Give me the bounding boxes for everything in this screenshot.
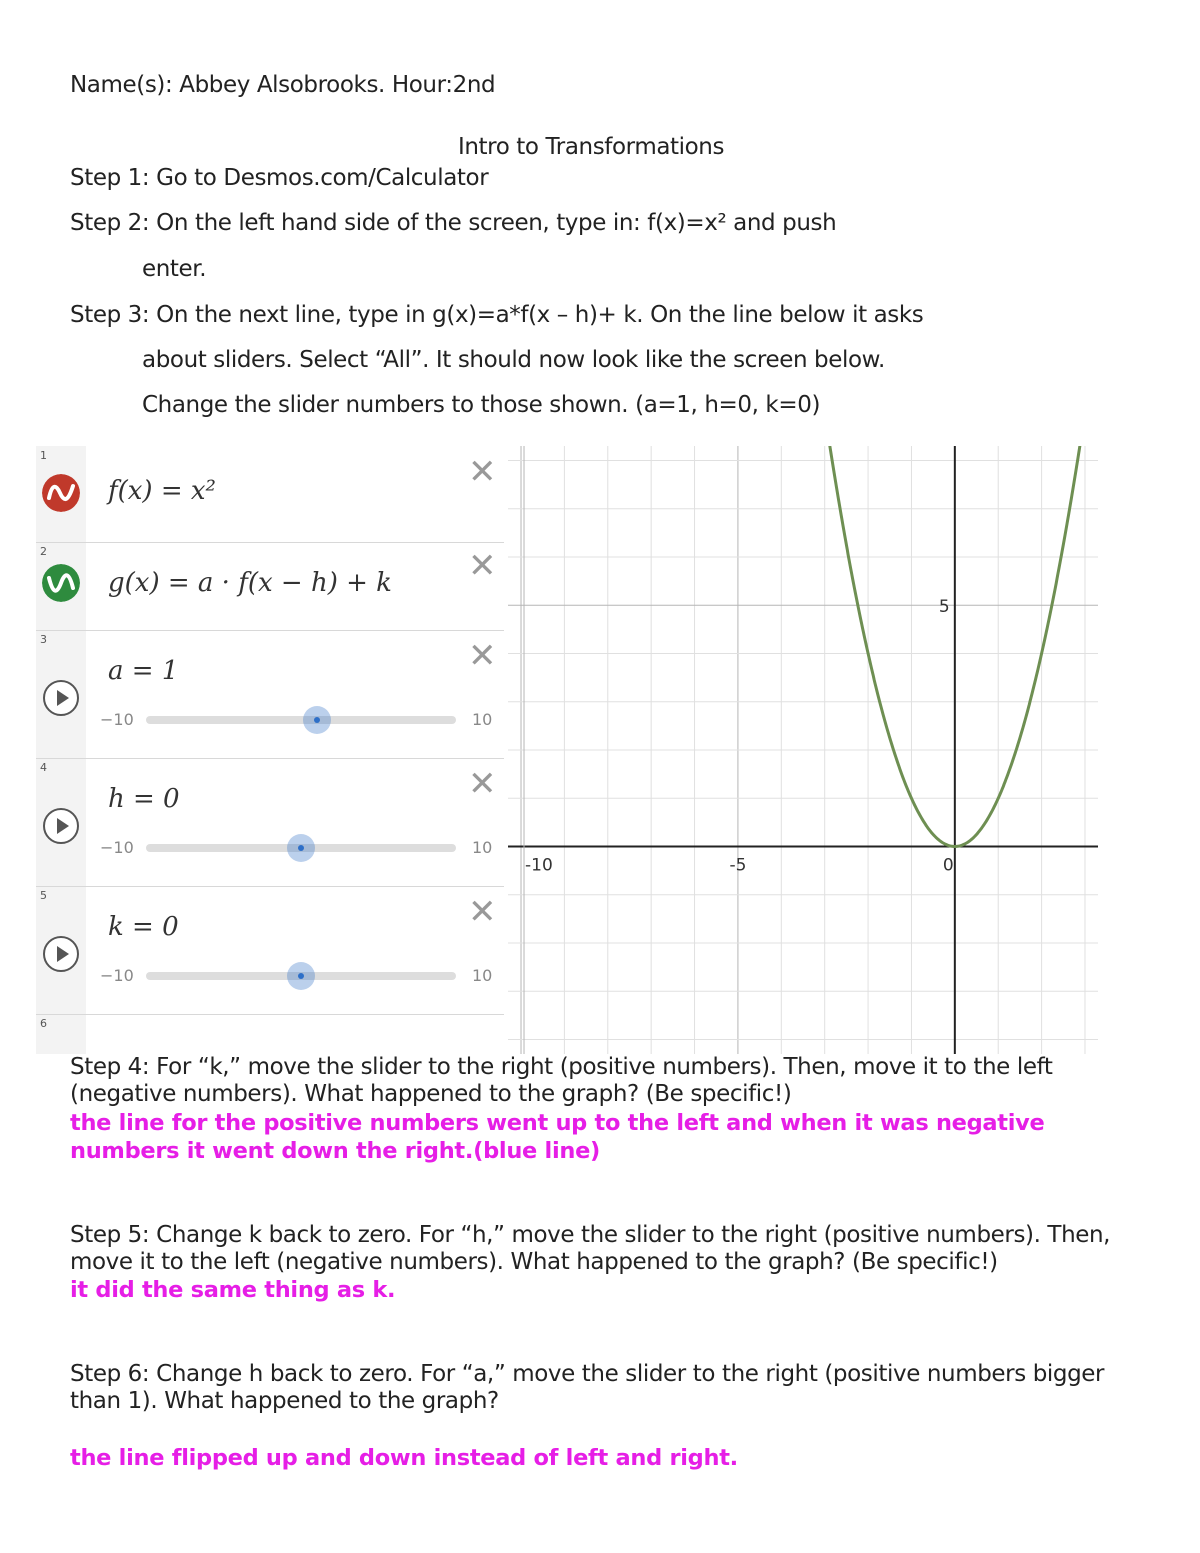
empty-expression-row[interactable] <box>36 1014 504 1054</box>
slider-max: 10 <box>472 838 493 857</box>
row-number: 2 <box>40 545 47 558</box>
step6-text: Step 6: Change h back to zero. For “a,” move the slider to the right (positive numbers bigger than 1). What happened to the graph? <box>70 1361 1105 1414</box>
row-number: 3 <box>40 633 47 646</box>
step5-text: Step 5: Change k back to zero. For “h,” move the slider to the right (positive numbers). Then, move it to the left (negative numbers). What happened to the graph? (Be specific!) <box>70 1222 1111 1275</box>
expression-g[interactable]: g(x) = a · f(x − h) + k <box>108 568 392 598</box>
play-icon[interactable] <box>43 808 79 844</box>
slider-min: −10 <box>100 838 134 857</box>
name-line: Name(s): Abbey Alsobrooks. Hour:2nd <box>70 72 496 98</box>
expression-list <box>36 446 504 1054</box>
slider-row-k[interactable] <box>36 886 504 1015</box>
expression-row[interactable] <box>36 446 504 543</box>
y-tick-label: 5 <box>938 597 950 618</box>
step1-text: Step 1: Go to Desmos.com/Calculator <box>70 165 489 191</box>
row-number: 5 <box>40 889 47 902</box>
slider-handle-k[interactable] <box>287 962 315 990</box>
play-icon[interactable] <box>43 936 79 972</box>
slider-track-a[interactable] <box>146 716 456 724</box>
step4-answer: the line for the positive numbers went up to the left and when it was negative numbers it went down the right.(blue line) <box>70 1110 1045 1164</box>
step3-text-cont2: Change the slider numbers to those shown. (a=1, h=0, k=0) <box>142 392 821 418</box>
slider-handle-h[interactable] <box>287 834 315 862</box>
step4-text: Step 4: For “k,” move the slider to the right (positive numbers). Then, move it to the left (negative numbers). What happened to the graph? (Be specific!) <box>70 1054 1053 1107</box>
step6-answer: the line flipped up and down instead of left and right. <box>70 1445 738 1471</box>
slider-max: 10 <box>472 710 493 729</box>
slider-row-h[interactable] <box>36 758 504 887</box>
expression-row[interactable] <box>36 542 504 631</box>
step5-answer: it did the same thing as k. <box>70 1277 396 1303</box>
slider-max: 10 <box>472 966 493 985</box>
step3-text-cont: about sliders. Select “All”. It should now look like the screen below. <box>142 347 885 373</box>
slider-h-label[interactable]: h = 0 <box>108 784 180 814</box>
slider-row-a[interactable] <box>36 630 504 759</box>
wave-red-icon[interactable] <box>42 474 80 512</box>
slider-min: −10 <box>100 966 134 985</box>
delete-icon[interactable]: ✕ <box>468 764 497 804</box>
page-title: Intro to Transformations <box>458 134 725 160</box>
step3-text: Step 3: On the next line, type in g(x)=a*f(x – h)+ k. On the line below it asks <box>70 302 924 328</box>
delete-icon[interactable]: ✕ <box>468 546 497 586</box>
delete-icon[interactable]: ✕ <box>468 452 497 492</box>
wave-green-icon[interactable] <box>42 564 80 602</box>
slider-k-label[interactable]: k = 0 <box>108 912 179 942</box>
slider-a-label[interactable]: a = 1 <box>108 656 179 686</box>
delete-icon[interactable]: ✕ <box>468 636 497 676</box>
slider-min: −10 <box>100 710 134 729</box>
row-number: 6 <box>40 1017 47 1030</box>
step2-text-cont: enter. <box>142 256 207 282</box>
row-number: 4 <box>40 761 47 774</box>
x-tick-label: -5 <box>729 855 747 876</box>
x-tick-label: 0 <box>942 855 954 876</box>
expression-f[interactable]: f(x) = x² <box>108 476 216 506</box>
row-number: 1 <box>40 449 47 462</box>
slider-handle-a[interactable] <box>303 706 331 734</box>
graph-canvas[interactable] <box>508 446 1098 1054</box>
step2-text: Step 2: On the left hand side of the screen, type in: f(x)=x² and push <box>70 210 837 236</box>
x-tick-label: -10 <box>525 855 553 876</box>
play-icon[interactable] <box>43 680 79 716</box>
delete-icon[interactable]: ✕ <box>468 892 497 932</box>
